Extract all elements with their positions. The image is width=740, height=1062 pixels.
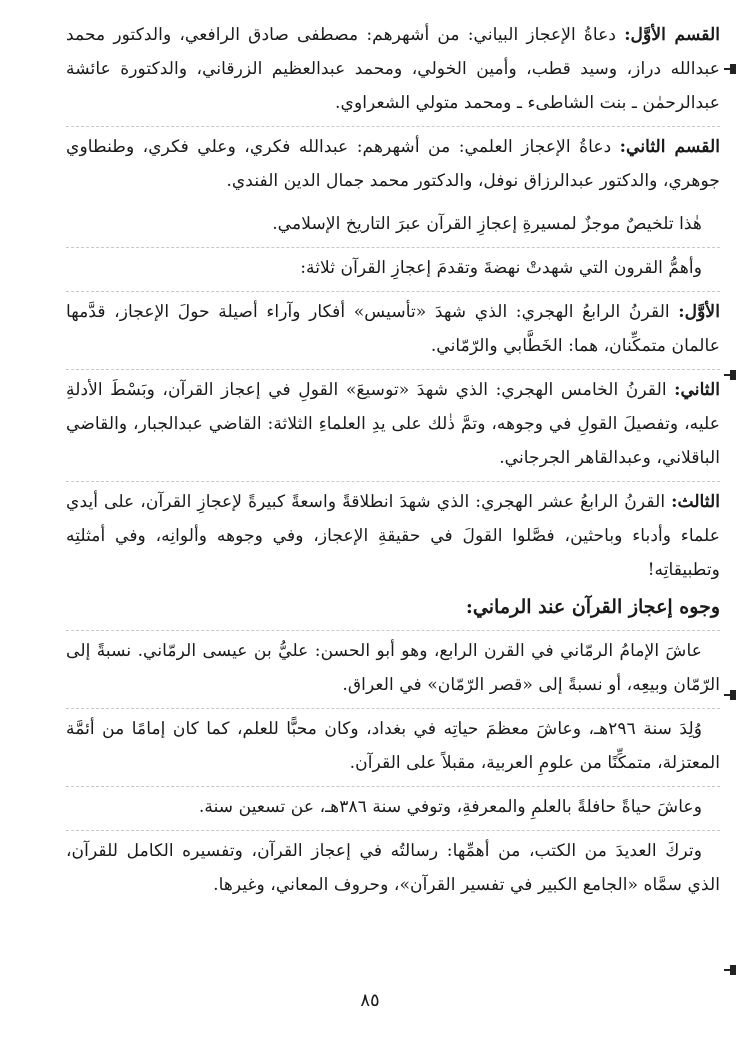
separator xyxy=(66,126,720,127)
paragraph-text: هٰذا تلخيصٌ موجزٌ لمسيرةِ إعجازِ القرآن عبرَ التاريخ الإسلامي. xyxy=(272,214,702,234)
paragraph-rummani-books: وتركَ العديدَ من الكتب، من أهمِّها: رسالتُه في إعجاز القرآن، وتفسيره الكامل للقرآن، الذي سمَّاه «الجامع الكبير في تفسير القرآن»، وحروف المعاني، وغيرها. xyxy=(66,841,720,895)
separator xyxy=(66,708,720,709)
paragraph-text: القرنُ الخامس الهجري: الذي شهدَ «توسيعَ» القولِ في إعجاز القرآن، وبَسْطَ الأدلةِ عليه، وتفصيلَ القولِ في وجوهه، وتمَّ ذٰلك على يدِ العلماءِ الثلاثة: القاضي عبدالجبار، والقاضي الباقلاني، وعبدالقاهر الجرجاني. xyxy=(66,380,720,468)
margin-mark xyxy=(730,965,736,975)
page-body xyxy=(66,18,720,902)
separator xyxy=(66,481,720,482)
paragraph-summary xyxy=(66,207,720,241)
paragraph-text: القرنُ الرابعُ الهجري: الذي شهدَ «تأسيس» أفكار وآراء أصيلة حولَ الإعجاز، قدَّمها عالمان متمكِّنان، هما: الخَطَّابي والرّمّاني. xyxy=(66,302,720,356)
separator xyxy=(66,630,720,631)
paragraph-rummani-death: وعاشَ حياةً حافلةً بالعلمِ والمعرفةِ، وتوفي سنة ٣٨٦هـ، عن تسعين سنة. xyxy=(198,797,702,817)
page-number: ٨٥ xyxy=(360,990,380,1011)
paragraph-lead: الثاني: xyxy=(674,380,720,400)
paragraph-lead: القسم الثاني: xyxy=(619,137,720,157)
paragraph-lead: الأوَّل: xyxy=(678,302,720,322)
paragraph-century-third xyxy=(66,485,720,587)
paragraph-lead: الثالث: xyxy=(671,492,720,512)
paragraph-section-one xyxy=(66,18,720,120)
paragraph-section-two xyxy=(66,130,720,198)
paragraph-lead: القسم الأوَّل: xyxy=(624,25,720,45)
paragraph-rummani-birth: وُلِدَ سنة ٢٩٦هـ، وعاشَ معظمَ حياتِه في بغداد، وكان محبًّا للعلم، كما كان إمامًا من أئمَّة المعتزلة، متمكِّنًا من علومِ العربية، مقبلاً على القرآن. xyxy=(66,719,720,773)
paragraph-text: دعاةُ الإعجاز العلمي: من أشهرهم: عبدالله فكري، وعلي فكري، وطنطاوي جوهري، والدكتور عبدالرزاق نوفل، والدكتور محمد جمال الدين الفندي. xyxy=(66,137,720,191)
separator xyxy=(66,369,720,370)
separator xyxy=(66,291,720,292)
paragraph-centuries-intro xyxy=(66,251,720,285)
paragraph-century-second xyxy=(66,373,720,475)
separator xyxy=(66,830,720,831)
margin-mark xyxy=(730,64,736,74)
separator xyxy=(66,247,720,248)
paragraph-century-first xyxy=(66,295,720,363)
separator xyxy=(66,786,720,787)
paragraph-text: وأهمُّ القرون التي شهدتْ نهضةَ وتقدمَ إعجازِ القرآن ثلاثة: xyxy=(300,258,702,278)
margin-mark xyxy=(730,370,736,380)
paragraph-text: دعاةُ الإعجاز البياني: من أشهرهم: مصطفى صادق الرافعي، والدكتور محمد عبدالله دراز، وسيد قطب، وأمين الخولي، ومحمد عبدالعظيم الزرقاني، والدكتورة عائشة عبدالرحمٰن ـ بنت الشاطىء ـ ومحمد متولي الشعراوي. xyxy=(66,25,720,113)
paragraph-rummani-bio: عاشَ الإمامُ الرمّاني في القرن الرابع، وهو أبو الحسن: عليُّ بن عيسى الرمّاني. نسبةً إلى الرّمّان وبيعِه، أو نسبةً إلى «قصر الرّمّان» في العراق. xyxy=(66,641,720,695)
margin-mark xyxy=(730,690,736,700)
section-heading: وجوه إعجاز القرآن عند الرماني: xyxy=(465,596,720,618)
paragraph-text: القرنُ الرابعُ عشر الهجري: الذي شهدَ انطلاقةً واسعةً كبيرةً لإعجازِ القرآن، على أيدي علماء وأدباء وباحثين، فصَّلوا القولَ في حقيقةِ الإعجاز، وفي وجوهه وألوانِه، وفي أمثلتِه وتطبيقاتِه! xyxy=(66,492,720,580)
